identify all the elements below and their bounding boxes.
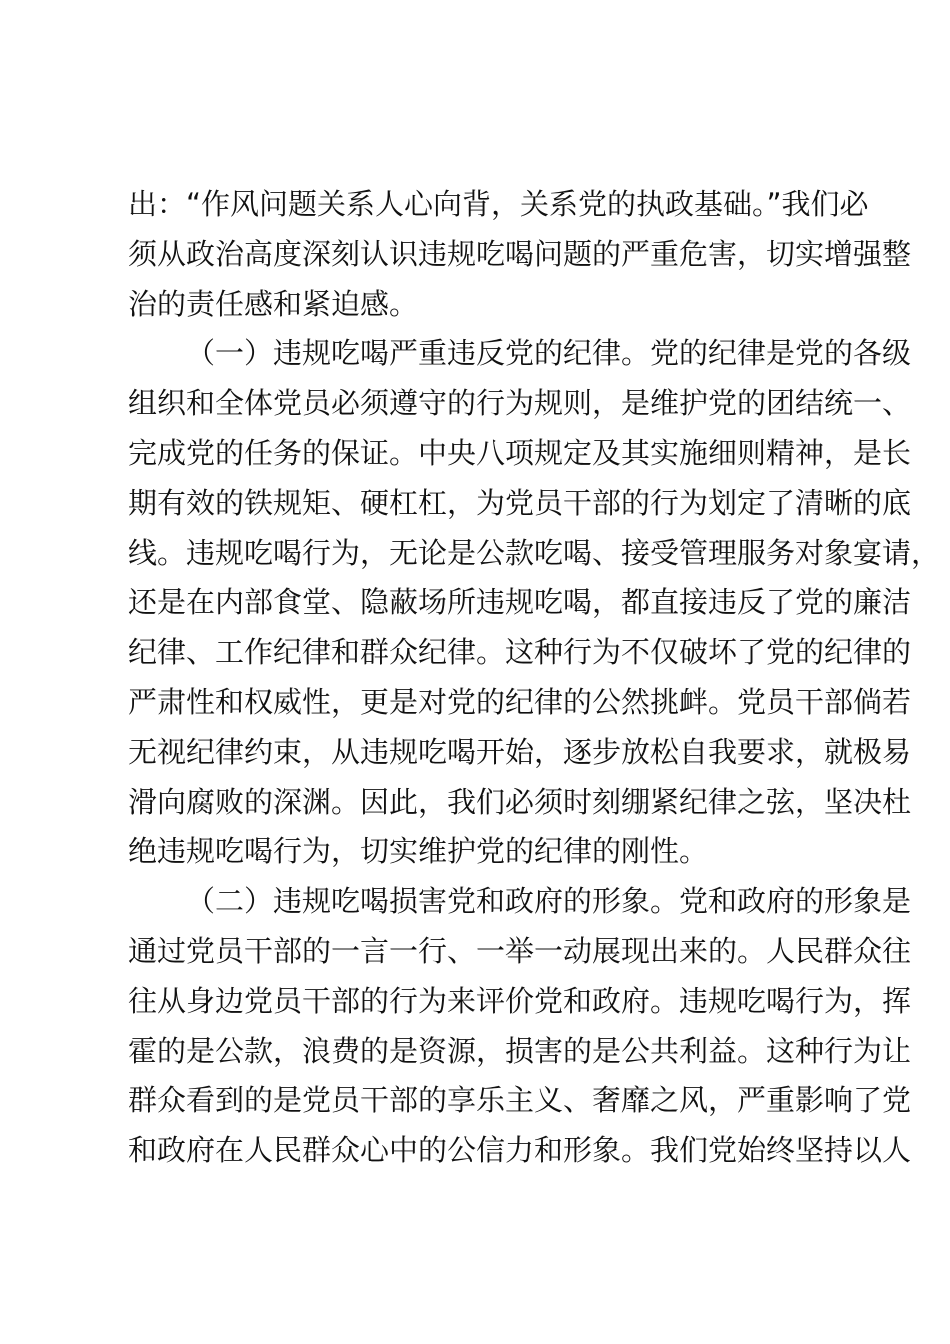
document-body <box>128 180 941 1176</box>
section-heading-line: （二）违规吃喝损害党和政府的形象。党和政府的形象是 <box>186 884 912 919</box>
text-line: 还是在内部食堂、隐蔽场所违规吃喝，都直接违反了党的廉洁 <box>128 585 912 620</box>
text-line: 完成党的任务的保证。中央八项规定及其实施细则精神，是长 <box>128 435 912 470</box>
text-line: 往从身边党员干部的行为来评价党和政府。违规吃喝行为，挥 <box>128 983 912 1018</box>
text-line: 和政府在人民群众心中的公信力和形象。我们党始终坚持以人 <box>128 1133 912 1168</box>
text-line: 严肃性和权威性，更是对党的纪律的公然挑衅。党员干部倘若 <box>128 684 912 719</box>
text-line: 通过党员干部的一言一行、一举一动展现出来的。人民群众往 <box>128 933 912 968</box>
text-line: 线。违规吃喝行为，无论是公款吃喝、接受管理服务对象宴请， <box>128 535 941 570</box>
text-line: 须从政治高度深刻认识违规吃喝问题的严重危害，切实增强整 <box>128 236 912 271</box>
text-line: 霍的是公款，浪费的是资源，损害的是公共利益。这种行为让 <box>128 1033 912 1068</box>
text-line: 期有效的铁规矩、硬杠杠，为党员干部的行为划定了清晰的底 <box>128 485 912 520</box>
text-line: 纪律、工作纪律和群众纪律。这种行为不仅破坏了党的纪律的 <box>128 635 912 670</box>
text-line: 群众看到的是党员干部的享乐主义、奢靡之风，严重影响了党 <box>128 1083 912 1118</box>
text-line: 滑向腐败的深渊。因此，我们必须时刻绷紧纪律之弦，坚决杜 <box>128 784 912 819</box>
text-line: 组织和全体党员必须遵守的行为规则，是维护党的团结统一、 <box>128 386 912 421</box>
section-heading-line: （一）违规吃喝严重违反党的纪律。党的纪律是党的各级 <box>186 336 912 371</box>
text-line: 无视纪律约束，从违规吃喝开始，逐步放松自我要求，就极易 <box>128 734 912 769</box>
text-line: 绝违规吃喝行为，切实维护党的纪律的刚性。 <box>128 834 709 869</box>
text-line: 出：“作风问题关系人心向背，关系党的执政基础。”我们必 <box>128 187 869 221</box>
text-line: 治的责任感和紧迫感。 <box>128 286 419 321</box>
